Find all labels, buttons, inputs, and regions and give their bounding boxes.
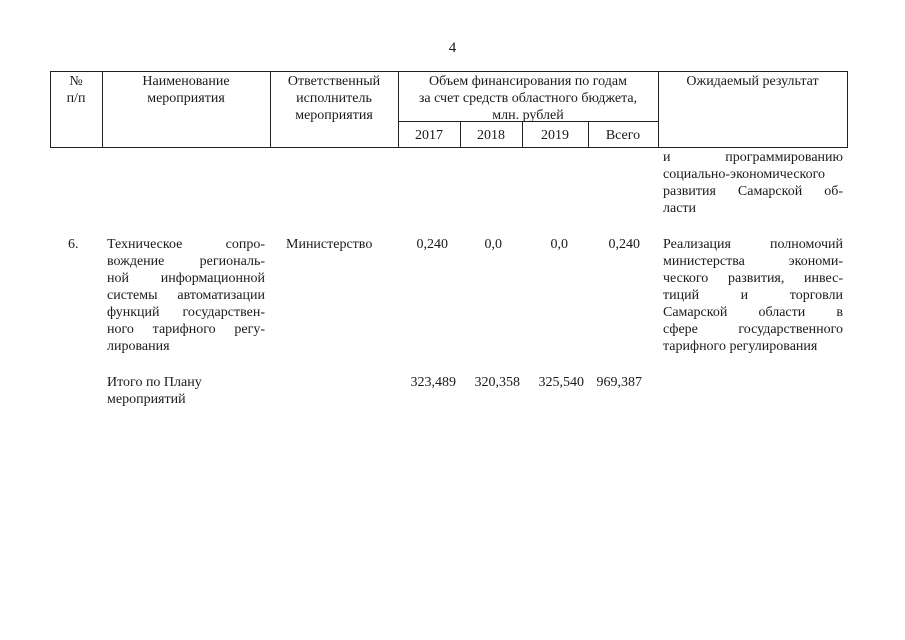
row6-result-line: министерства экономи- — [663, 254, 843, 269]
row6-result — [663, 236, 843, 355]
total-label-line2: мероприятий — [107, 392, 186, 407]
row6-executor: Министерство — [286, 237, 373, 252]
header-fin-line1: Объем финансирования по годам — [429, 74, 627, 89]
continuation-result — [663, 149, 843, 217]
total-label-line1: Итого по Плану — [107, 375, 202, 390]
header-total: Всего — [605, 128, 641, 143]
row6-name-line: вождение региональ- — [107, 254, 265, 269]
row6-name-line: лирования — [107, 339, 170, 354]
row6-total: 0,240 — [608, 237, 640, 252]
row6-name-line: ного тарифного регу- — [107, 322, 265, 337]
row6-result-line: Самарской области в — [663, 305, 843, 320]
row6-result-line: тиций и торговли — [663, 288, 843, 303]
header-financing — [398, 73, 658, 124]
header-executor — [270, 73, 398, 124]
header-year-2018: 2018 — [477, 128, 505, 143]
total-2018: 320,358 — [474, 375, 520, 390]
row6-result-line: тарифного регулирования — [663, 339, 818, 354]
header-no — [50, 73, 102, 107]
row6-result-line: Реализация полномочий — [663, 237, 843, 252]
total-2019: 325,540 — [538, 375, 584, 390]
continuation-line: развития Самарской об- — [663, 184, 843, 199]
row6-name-line: функций государствен- — [107, 305, 265, 320]
header-exec-line3: мероприятия — [295, 108, 373, 123]
header-fin-line2: за счет средств областного бюджета, — [418, 91, 638, 106]
row6-2018: 0,0 — [484, 237, 502, 252]
header-name-line1: Наименование — [142, 74, 230, 89]
header-year-2017: 2017 — [415, 128, 443, 143]
header-name-line2: мероприятия — [147, 91, 225, 106]
total-label — [107, 374, 267, 408]
header-no-line2: п/п — [66, 91, 86, 106]
total-2017: 323,489 — [410, 375, 456, 390]
header-year-2019: 2019 — [541, 128, 569, 143]
row6-name — [107, 236, 265, 355]
continuation-line: социально-экономического — [663, 167, 826, 182]
header-exec-line2: исполнитель — [296, 91, 372, 106]
row6-name-line: Техническое сопро- — [107, 237, 265, 252]
row6-name-line: ной информационной — [107, 271, 265, 286]
header-exec-line1: Ответственный — [287, 74, 381, 89]
row6-result-line: сфере государственного — [663, 322, 843, 337]
header-no-line1: № — [69, 74, 83, 89]
row6-result-line: ческого развития, инвес- — [663, 271, 843, 286]
header-name — [102, 73, 270, 107]
header-fin-line3: млн. рублей — [492, 108, 564, 123]
continuation-line: и программированию — [663, 150, 843, 165]
continuation-line: ласти — [663, 201, 697, 216]
row6-2019: 0,0 — [550, 237, 568, 252]
row6-name-line: системы автоматизации — [107, 288, 265, 303]
row6-number: 6. — [68, 237, 79, 252]
page-number: 4 — [448, 40, 457, 56]
total-sum: 969,387 — [596, 375, 642, 390]
row6-2017: 0,240 — [416, 237, 448, 252]
table-header — [50, 71, 847, 147]
header-result: Ожидаемый результат — [686, 74, 819, 89]
